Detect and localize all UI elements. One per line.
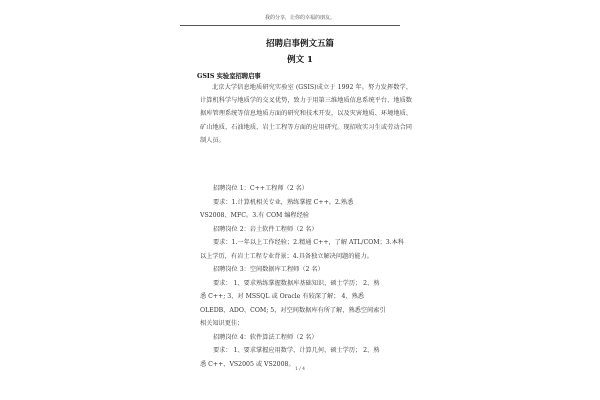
intro-paragraph: 北京大学信息地质研究实验室 (GSIS)成立于 1992 年。努力发挥数学、计算机科学与地质学的交叉优势，致力于用第三维地质信息系统平台、地质数据库管理系统等信息地质方面的研究和技术开发，以及灾害地质、环境地质、矿山地质、石油地质、岩土工程等方面的应用研究。现招收实习生或劳动合同制人员。 — [200, 84, 412, 144]
header-divider — [180, 25, 400, 26]
doc-line-13: 要求： 1、要求掌握应用数学、计算几何，硕士学历； 2、熟 — [213, 347, 380, 354]
doc-line-9: 悉 C++; 3、对 MSSQL 或 Oracle 有较深了解； 4、熟悉 — [200, 293, 364, 300]
header-note: 我的分享，让你的幸福的朋友。 — [264, 15, 335, 21]
doc-line-10: OLEDB、ADO、COM; 5、对空间数据库有所了解，熟悉空间索引 — [200, 306, 386, 314]
document-subtitle: 例文 1 — [287, 55, 313, 65]
page-number: 1 / 4 — [294, 367, 306, 372]
doc-line-14: 悉 C++、VS2005 或 VS2008。 — [200, 360, 295, 368]
doc-line-3: VS2008、MFC。3.有 COM 编程经验 — [200, 212, 310, 219]
section-title: GSIS 实验室招聘启事 — [197, 73, 261, 80]
doc-line-5: 要求：1.一年以上工作经验；2.精通 C++，了解 ATL/COM；3.本科 — [213, 239, 405, 246]
doc-line-2: 要求：1.计算机相关专业，熟练掌握 C++。2.熟悉 — [213, 198, 354, 206]
doc-line-4: 招聘岗位 2：岩土软件工程师（2 名） — [213, 225, 318, 233]
doc-line-1: 招聘岗位 1：C++工程师（2 名） — [213, 185, 308, 192]
doc-line-8: 要求： 1、要求熟练掌握数据库基础知识，硕士学历； 2、熟 — [213, 279, 380, 287]
document-title: 招聘启事例文五篇 — [265, 39, 334, 49]
doc-line-7: 招聘岗位 3：空间数据库工程师（2 名） — [213, 266, 324, 273]
doc-line-6: 以上学历，有岩土工程专业背景；4.具备独立解决问题的能力。 — [200, 252, 373, 260]
doc-line-11: 相关知识更佳； — [200, 320, 244, 327]
doc-line-12: 招聘岗位 4：软件算法工程师（2 名） — [213, 333, 318, 341]
